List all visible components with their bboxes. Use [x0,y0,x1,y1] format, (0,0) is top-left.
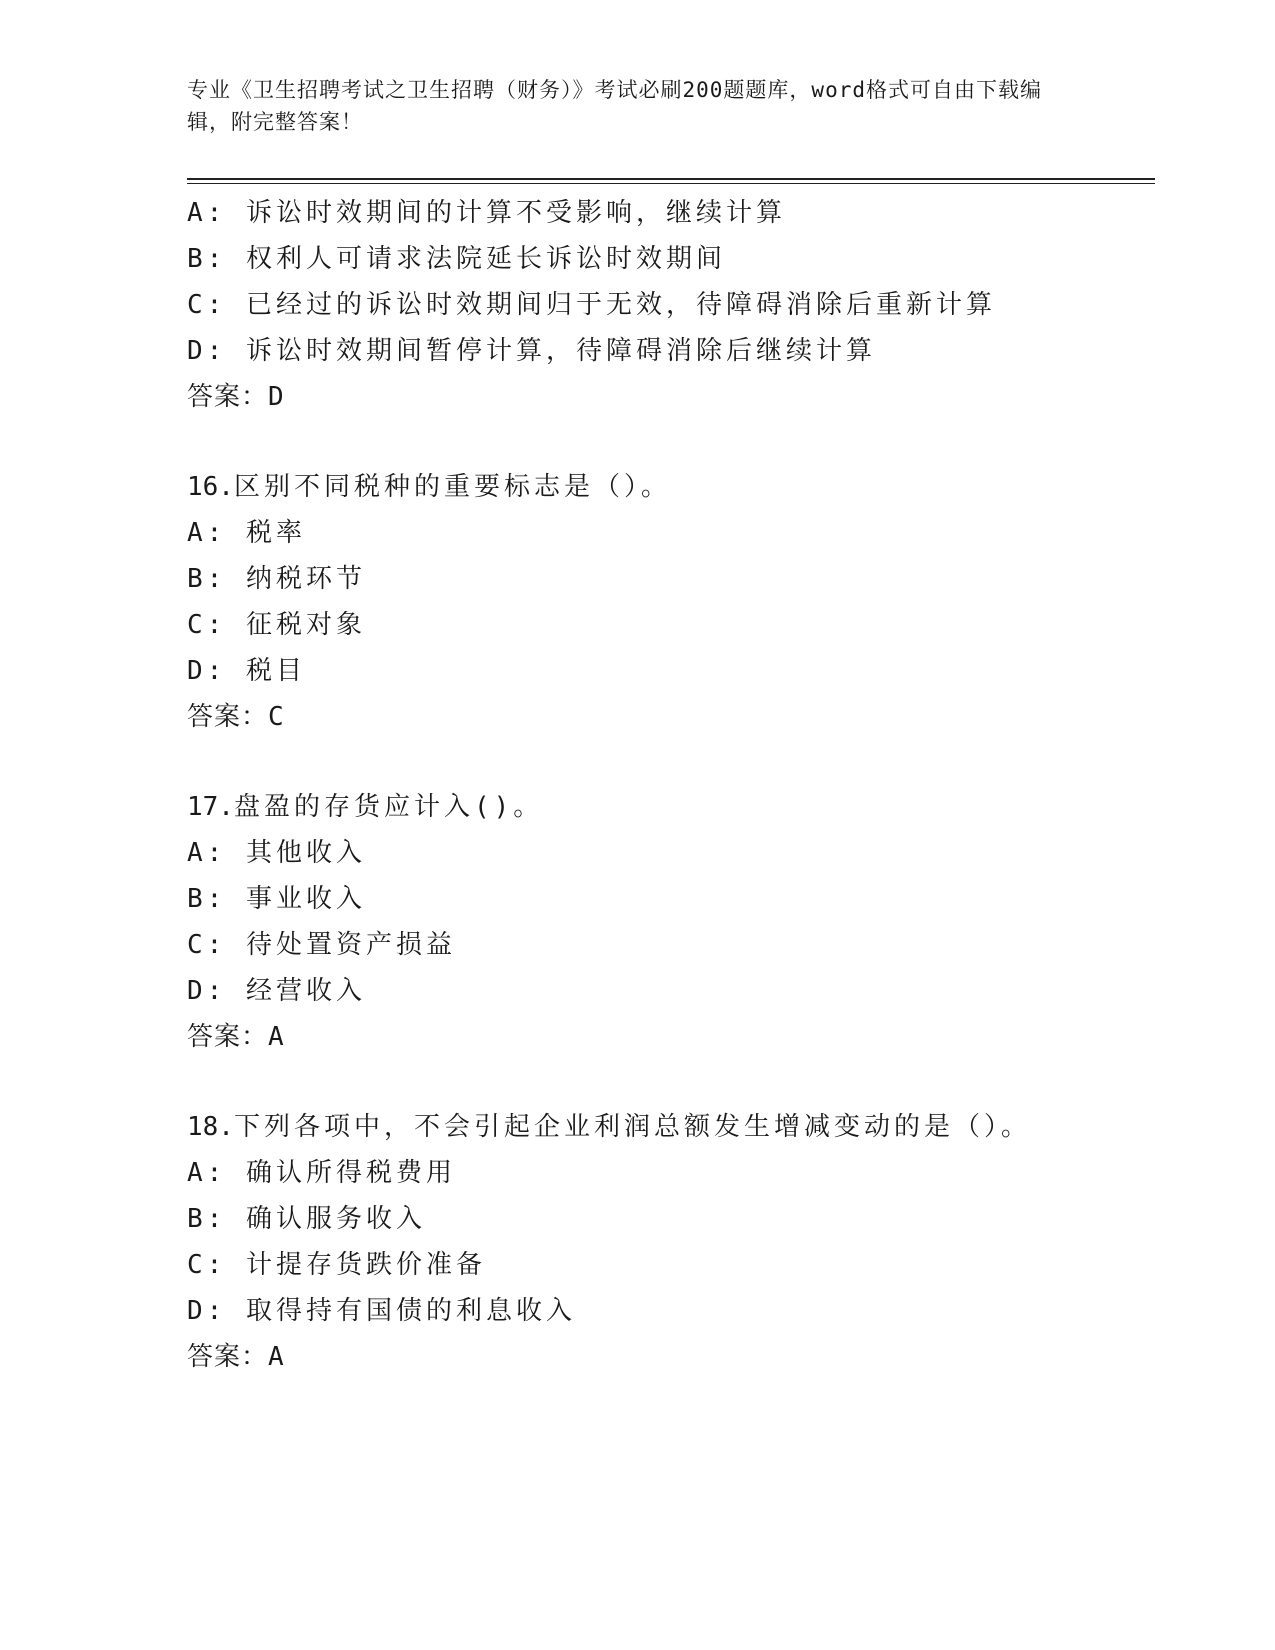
spacer [187,420,1155,464]
question-block-18 [187,1104,1155,1380]
option-c: C: 计提存货跌价准备 [187,1250,486,1280]
document-header: 专业《卫生招聘考试之卫生招聘（财务）》考试必刷200题题库，word格式可自由下载编辑，附完整答案！ [187,78,1042,134]
answer-line [187,1014,1155,1060]
question-text: 区别不同税种的重要标志是（）。 [233,472,671,502]
answer-label: 答案： [187,1342,269,1372]
answer-line [187,694,1155,740]
question-block-15 [187,190,1155,420]
option-d: D: 取得持有国债的利息收入 [187,1296,576,1326]
option-d: D: 诉讼时效期间暂停计算，待障碍消除后继续计算 [187,336,876,366]
question-block-17 [187,784,1155,1060]
option-b: B: 权利人可请求法院延长诉讼时效期间 [187,244,726,274]
spacer [187,1060,1155,1104]
question-list [187,190,1155,1380]
question-number: 16. [187,472,234,502]
question-stem [187,1104,1155,1150]
option-a: A: 诉讼时效期间的计算不受影响，继续计算 [187,198,786,228]
answer-value: D [268,382,285,412]
option-b: B: 纳税环节 [187,564,366,594]
question-block-16 [187,464,1155,740]
answer-line [187,1334,1155,1380]
question-text: 盘盈的存货应计入()。 [233,792,544,822]
question-stem [187,464,1155,510]
option-c: C: 征税对象 [187,610,366,640]
option-b: B: 确认服务收入 [187,1204,426,1234]
option-a: A: 确认所得税费用 [187,1158,456,1188]
header-divider-thin [187,183,1155,184]
answer-line [187,374,1155,420]
answer-value: C [268,702,285,732]
question-number: 18. [187,1112,234,1142]
option-a: A: 其他收入 [187,838,366,868]
question-number: 17. [187,792,234,822]
question-stem [187,784,1155,830]
option-b: B: 事业收入 [187,884,366,914]
option-c: C: 已经过的诉讼时效期间归于无效，待障碍消除后重新计算 [187,290,996,320]
answer-label: 答案： [187,1022,269,1052]
answer-value: A [268,1342,285,1372]
answer-value: A [268,1022,285,1052]
answer-label: 答案： [187,382,269,412]
spacer [187,740,1155,784]
option-d: D: 经营收入 [187,976,366,1006]
option-a: A: 税率 [187,518,306,548]
header-divider-thick [187,178,1155,180]
answer-label: 答案： [187,702,269,732]
option-c: C: 待处置资产损益 [187,930,456,960]
option-d: D: 税目 [187,656,306,686]
question-text: 下列各项中，不会引起企业利润总额发生增减变动的是（）。 [233,1112,1031,1142]
